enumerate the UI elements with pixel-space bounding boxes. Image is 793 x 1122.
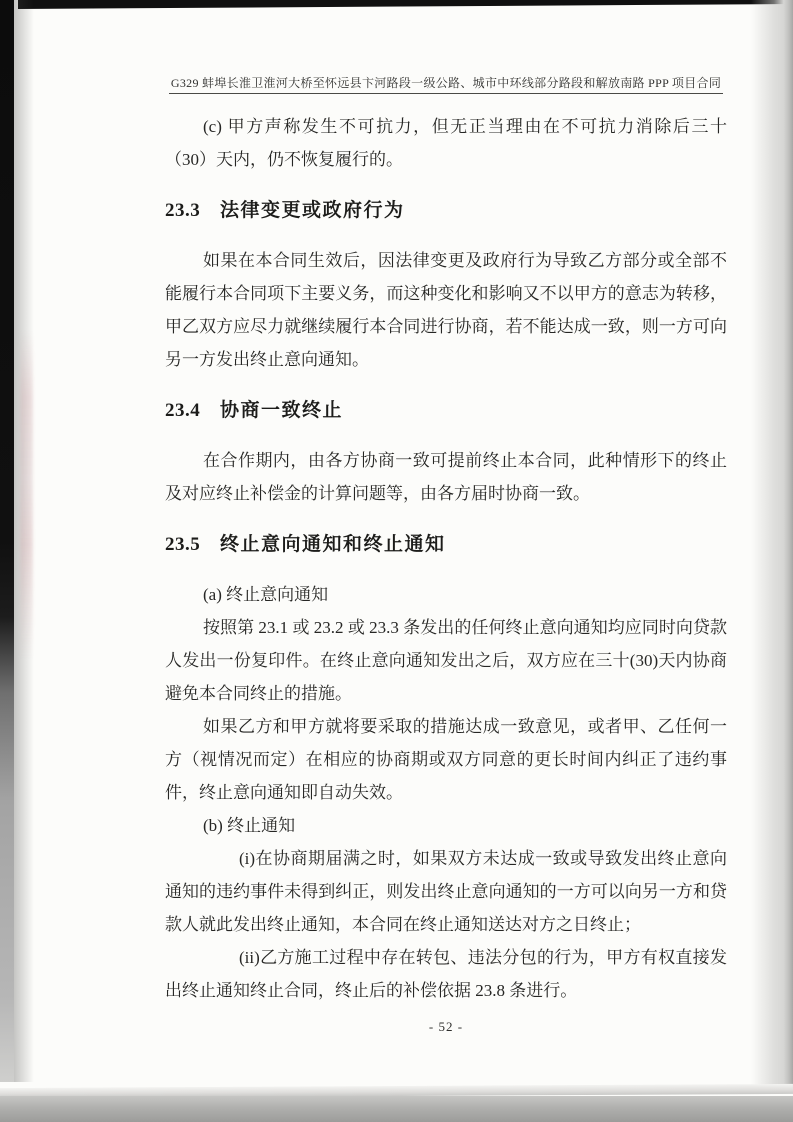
scan-left-shadow <box>14 0 34 1082</box>
page-number: - 52 - <box>428 1019 464 1034</box>
section-number: 23.5 <box>165 534 201 555</box>
page-content <box>165 0 727 1035</box>
paragraph: 按照第 23.1 或 23.2 或 23.3 条发出的任何终止意向通知均应同时向贷款人发出一份复印件。在终止意向通知发出之后，双方应在三十(30)天内协商避免本合同终止的措施。 <box>165 618 727 703</box>
section-23-3 <box>165 198 727 376</box>
section-heading <box>165 532 727 558</box>
paragraph: 如果乙方和甲方就将要采取的措施达成一致意见，或者甲、乙任何一方（视情况而定）在相应的协商期或双方同意的更长时间内纠正了违约事件，终止意向通知即自动失效。 <box>165 717 727 802</box>
paragraph-item-b: (b) 终止通知 <box>203 816 296 835</box>
section-number: 23.4 <box>165 400 201 421</box>
section-23-4 <box>165 398 727 510</box>
scan-left-binding-band <box>0 0 14 1082</box>
scan-bottom-background-band <box>0 1096 793 1122</box>
section-23-5 <box>165 532 727 1007</box>
scan-right-page-curl <box>751 0 793 1092</box>
document-header-title: G329 蚌埠长淮卫淮河大桥至怀远县卞河路段一级公路、城市中环线部分路段和解放南路 PPP 项目合同 <box>169 74 723 94</box>
section-heading <box>165 398 727 424</box>
paragraph-item-a: (a) 终止意向通知 <box>203 585 329 604</box>
paragraph: 在合作期内，由各方协商一致可提前终止本合同，此种情形下的终止及对应终止补偿金的计算问题等，由各方届时协商一致。 <box>165 451 727 503</box>
section-title: 终止意向通知和终止通知 <box>220 534 446 555</box>
section-heading <box>165 198 727 224</box>
scan-bottom-page-edge <box>0 1084 793 1098</box>
section-title: 法律变更或政府行为 <box>220 200 405 221</box>
paragraph-item-ii: (ii)乙方施工过程中存在转包、违法分包的行为，甲方有权直接发出终止通知终止合同，终止后的补偿依据 23.8 条进行。 <box>165 948 727 1000</box>
section-number: 23.3 <box>165 200 201 221</box>
paragraph-item-i: (i)在协商期届满之时，如果双方未达成一致或导致发出终止意向通知的违约事件未得到纠正，则发出终止意向通知的一方可以向另一方和贷款人就此发出终止通知，本合同在终止通知送达对方之日终止； <box>165 849 727 934</box>
section-title: 协商一致终止 <box>220 400 344 421</box>
paragraph-item-c: (c) 甲方声称发生不可抗力，但无正当理由在不可抗力消除后三十（30）天内，仍不恢复履行的。 <box>165 117 727 169</box>
scan-ink-bleedthrough <box>20 330 33 660</box>
paragraph: 如果在本合同生效后，因法律变更及政府行为导致乙方部分或全部不能履行本合同项下主要义务，而这种变化和影响又不以甲方的意志为转移，甲乙双方应尽力就继续履行本合同进行协商，若不能达成一致，则一方可向另一方发出终止意向通知。 <box>165 251 727 369</box>
